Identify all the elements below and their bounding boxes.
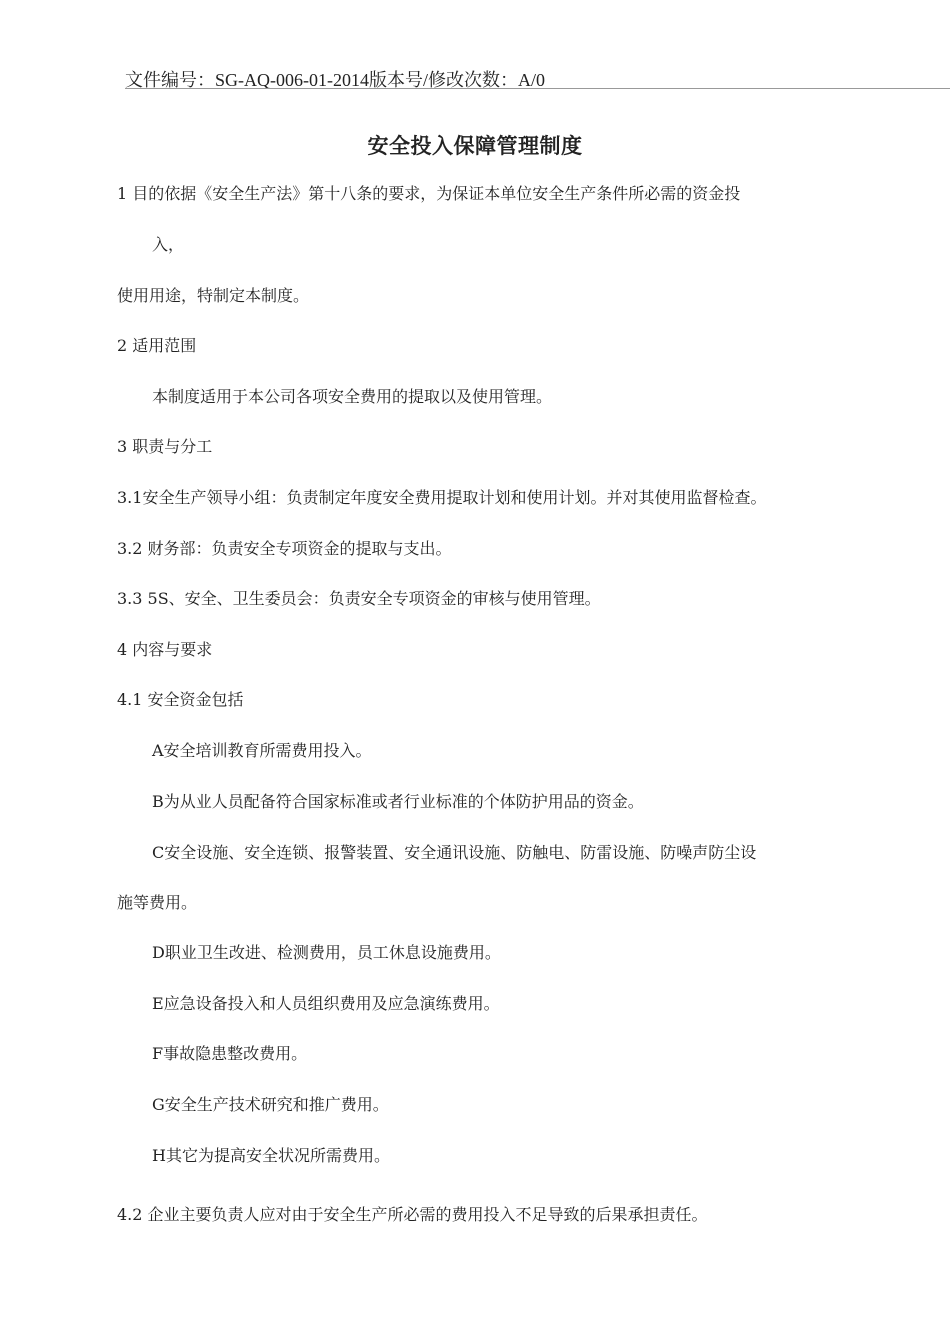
page-title: 安全投入保障管理制度 [367,134,583,158]
list-item-f: F事故隐患整改费用。 [152,1044,308,1063]
list-item-b: B为从业人员配备符合国家标准或者行业标准的个体防护用品的资金。 [152,792,644,811]
section-2-body: 本制度适用于本公司各项安全费用的提取以及使用管理。 [152,387,553,406]
list-item-e: E应急设备投入和人员组织费用及应急演练费用。 [152,994,500,1013]
list-item-c-continuation: 施等费用。 [117,893,198,912]
paragraph-1-end: 使用用途，特制定本制度。 [117,286,310,305]
header-rule [125,88,950,89]
list-item-d: D职业卫生改进、检测费用，员工休息设施费用。 [152,943,501,962]
paragraph-1-purpose: 1 目的依据《安全生产法》第十八条的要求，为保证本单位安全生产条件所必需的资金投 [117,184,741,203]
paragraph-1-continuation: 入， [152,235,185,254]
section-3-2: 3.2 财务部：负责安全专项资金的提取与支出。 [117,539,452,558]
list-item-g: G安全生产技术研究和推广费用。 [152,1095,389,1114]
section-3-1: 3.1安全生产领导小组：负责制定年度安全费用提取计划和使用计划。并对其使用监督检查。 [117,488,767,507]
section-3-3: 3.3 5S、安全、卫生委员会：负责安全专项资金的审核与使用管理。 [117,589,601,608]
list-item-h: H其它为提高安全状况所需费用。 [152,1146,390,1165]
section-2-heading: 2 适用范围 [117,336,197,355]
section-4-1: 4.1 安全资金包括 [117,690,244,709]
section-4-heading: 4 内容与要求 [117,640,213,659]
document-number-header: 文件编号：SG-AQ-006-01-2014版本号/修改次数：A/0 [125,70,545,90]
section-4-2: 4.2 企业主要负责人应对由于安全生产所必需的费用投入不足导致的后果承担责任。 [117,1205,708,1224]
list-item-a: A安全培训教育所需费用投入。 [152,741,372,760]
list-item-c: C安全设施、安全连锁、报警装置、安全通讯设施、防触电、防雷设施、防噪声防尘设 [152,843,757,862]
section-3-heading: 3 职责与分工 [117,437,213,456]
